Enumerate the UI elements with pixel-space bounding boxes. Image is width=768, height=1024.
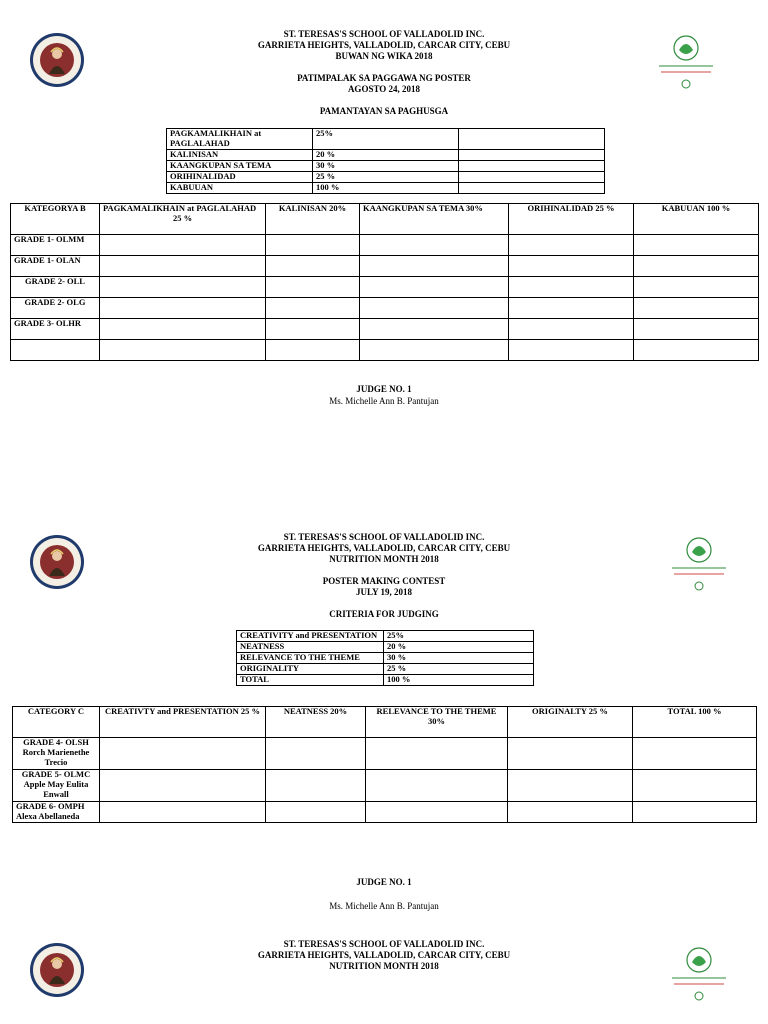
criterion-name: KABUUAN [167, 182, 313, 193]
criterion-weight: 30 % [384, 653, 534, 664]
judge-name: Ms. Michelle Ann B. Pantujan [329, 901, 439, 911]
criterion-name: KAANGKUPAN SA TEMA [167, 160, 313, 171]
table-row [167, 160, 605, 171]
header-col5: KABUUAN 100 % [634, 204, 759, 235]
table-row [11, 235, 759, 256]
sheet1-header [0, 29, 768, 117]
header-col4: ORIGINALTY 25 % [508, 707, 633, 738]
criterion-weight: 25% [384, 631, 534, 642]
criterion-weight: 25 % [384, 664, 534, 675]
school-address: GARRIETA HEIGHTS, VALLADOLID, CARCAR CITY, CEBU [257, 950, 511, 960]
criterion-name: RELEVANCE TO THE THEME [237, 653, 384, 664]
row-label: GRADE 6- OMPH Alexa Abellaneda [13, 802, 100, 823]
header-category: KATEGORYA B [11, 204, 100, 235]
row-label: GRADE 2- OLG [11, 298, 100, 319]
criterion-name: ORIHINALIDAD [167, 171, 313, 182]
table-row [237, 631, 534, 642]
criterion-name: CREATIVITY and PRESENTATION [237, 631, 384, 642]
criteria-title: CRITERIA FOR JUDGING [329, 609, 439, 619]
judge-block [0, 384, 768, 406]
criteria-table [166, 128, 605, 194]
header-col2: KALINISAN 20% [266, 204, 360, 235]
header-category: CATEGORY C [13, 707, 100, 738]
contest-date: JULY 19, 2018 [355, 587, 413, 597]
criterion-name: TOTAL [237, 675, 384, 686]
table-header-row [13, 707, 757, 738]
criterion-weight: 20 % [313, 149, 459, 160]
header-col2: NEATNESS 20% [266, 707, 366, 738]
school-name: ST. TERESAS'S SCHOOL OF VALLADOLID INC. [283, 29, 485, 39]
table-row [237, 653, 534, 664]
event-name: NUTRITION MONTH 2018 [329, 554, 439, 564]
event-name: NUTRITION MONTH 2018 [329, 961, 439, 971]
school-address: GARRIETA HEIGHTS, VALLADOLID, CARCAR CITY, CEBU [257, 40, 511, 50]
school-name: ST. TERESAS'S SCHOOL OF VALLADOLID INC. [283, 939, 485, 949]
table-row [167, 182, 605, 193]
score-table [10, 203, 759, 361]
table-row [13, 738, 757, 770]
criterion-weight: 20 % [384, 642, 534, 653]
criterion-name: PAGKAMALIKHAIN at PAGLALAHAD [167, 129, 313, 150]
header-col1: PAGKAMALIKHAIN at PAGLALAHAD 25 % [100, 204, 266, 235]
row-label: GRADE 5- OLMC Apple May Eulita Enwall [13, 770, 100, 802]
table-row [167, 149, 605, 160]
criterion-weight: 100 % [313, 182, 459, 193]
criterion-name: KALINISAN [167, 149, 313, 160]
table-row [11, 256, 759, 277]
contest-name: POSTER MAKING CONTEST [322, 576, 446, 586]
contest-name: PATIMPALAK SA PAGGAWA NG POSTER [297, 73, 471, 83]
row-label: GRADE 2- OLL [11, 277, 100, 298]
sheet2-header [0, 532, 768, 620]
table-row [11, 277, 759, 298]
criterion-weight: 30 % [313, 160, 459, 171]
contest-date: AGOSTO 24, 2018 [347, 84, 421, 94]
sheet3-header [0, 939, 768, 972]
header-col5: TOTAL 100 % [633, 707, 757, 738]
row-label: GRADE 3- OLHR [11, 319, 100, 340]
table-row [237, 675, 534, 686]
row-label: GRADE 4- OLSH Rorch Marienethe Trecio [13, 738, 100, 770]
row-label: GRADE 1- OLAN [11, 256, 100, 277]
criterion-name: ORIGINALITY [237, 664, 384, 675]
table-row [237, 664, 534, 675]
criteria-table [236, 630, 534, 686]
judge-block [0, 877, 768, 911]
judge-name: Ms. Michelle Ann B. Pantujan [329, 396, 439, 406]
header-col3: RELEVANCE TO THE THEME 30% [366, 707, 508, 738]
criteria-title: PAMANTAYAN SA PAGHUSGA [319, 106, 449, 116]
table-row [13, 802, 757, 823]
table-row [11, 340, 759, 361]
header-col4: ORIHINALIDAD 25 % [509, 204, 634, 235]
event-name: BUWAN NG WIKA 2018 [335, 51, 433, 61]
table-row [13, 770, 757, 802]
table-row [11, 319, 759, 340]
school-name: ST. TERESAS'S SCHOOL OF VALLADOLID INC. [283, 532, 485, 542]
table-row [11, 298, 759, 319]
row-label [11, 340, 100, 361]
table-header-row [11, 204, 759, 235]
criterion-name: NEATNESS [237, 642, 384, 653]
criterion-weight: 25 % [313, 171, 459, 182]
row-label: GRADE 1- OLMM [11, 235, 100, 256]
criterion-weight: 25% [313, 129, 459, 150]
criterion-weight: 100 % [384, 675, 534, 686]
school-address: GARRIETA HEIGHTS, VALLADOLID, CARCAR CITY, CEBU [257, 543, 511, 553]
table-row [167, 171, 605, 182]
table-row [237, 642, 534, 653]
header-col3: KAANGKUPAN SA TEMA 30% [360, 204, 509, 235]
judge-label: JUDGE NO. 1 [356, 384, 412, 394]
judge-label: JUDGE NO. 1 [356, 877, 412, 887]
score-table [12, 706, 757, 823]
table-row [167, 129, 605, 150]
header-col1: CREATIVTY and PRESENTATION 25 % [100, 707, 266, 738]
